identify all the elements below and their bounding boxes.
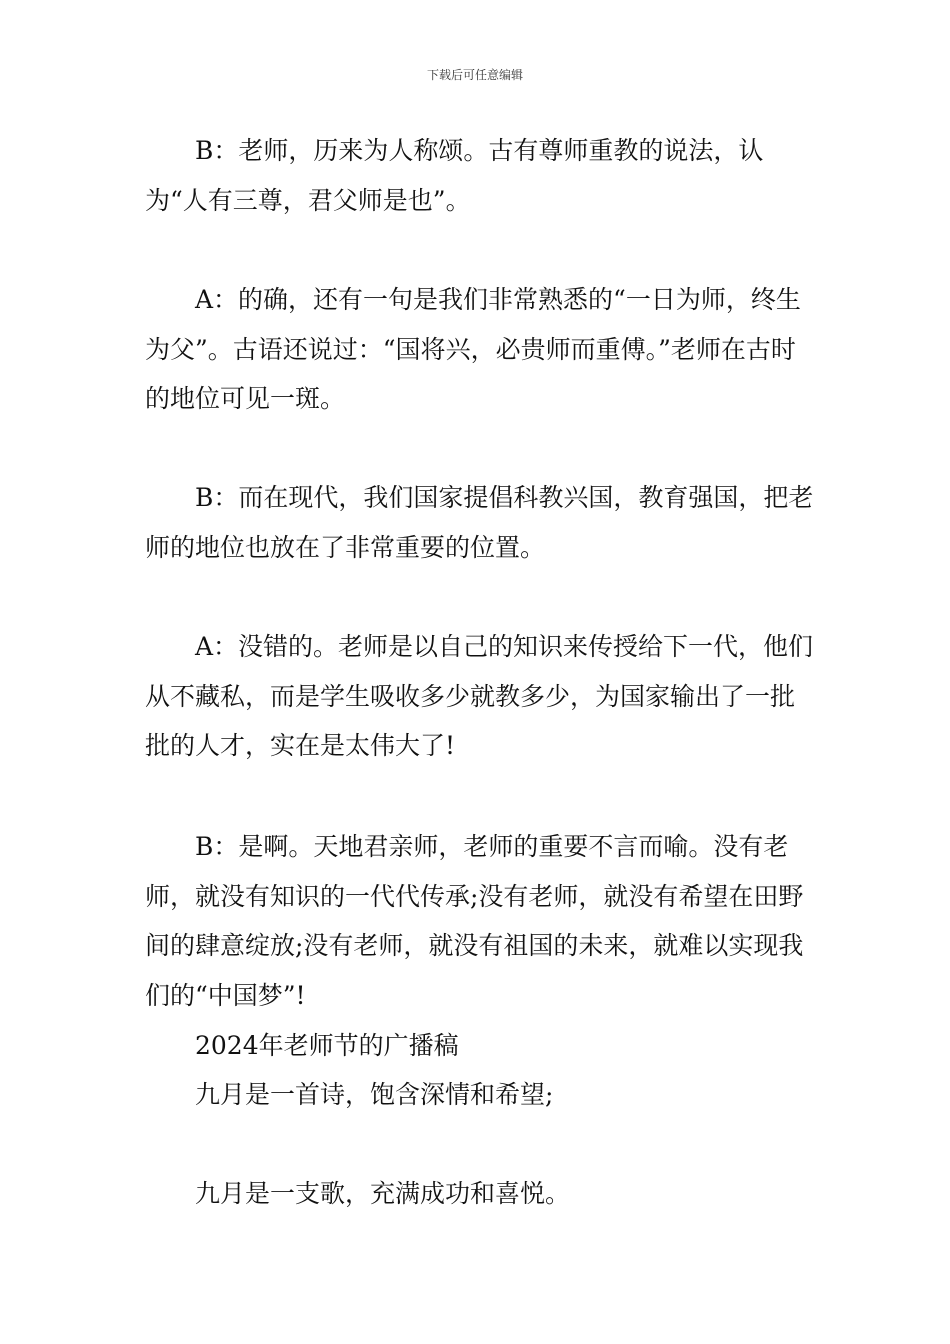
header-note: 下载后可任意编辑 [426,68,523,82]
section-title: 2024年老师节的广播稿 [195,1031,459,1060]
paragraph-4: A：没错的。老师是以自己的知识来传授给下一代，他们从不藏私，而是学生吸收多少就教多少，为国家输出了一批批的人才，实在是太伟大了! [145,632,814,760]
paragraph-2: A：的确，还有一句是我们非常熟悉的“一日为师，终生为父”。古语还说过：“国将兴，必贵师而重傅。”老师在古时的地位可见一斑。 [145,285,801,413]
paragraph-1: B：老师，历来为人称颂。古有尊师重教的说法，认为“人有三尊，君父师是也”。 [145,136,764,215]
paragraph-3: B：而在现代，我们国家提倡科教兴国，教育强国，把老师的地位也放在了非常重要的位置。 [145,483,814,562]
poem-line-2: 九月是一支歌，充满成功和喜悦。 [195,1179,571,1208]
paragraph-5: B：是啊。天地君亲师，老师的重要不言而喻。没有老师，就没有知识的一代代传承;没有老师，就没有希望在田野间的肆意绽放;没有老师，就没有祖国的未来，就难以实现我们的“中国梦”! [145,832,804,1010]
poem-line-1: 九月是一首诗，饱含深情和希望; [195,1080,554,1109]
